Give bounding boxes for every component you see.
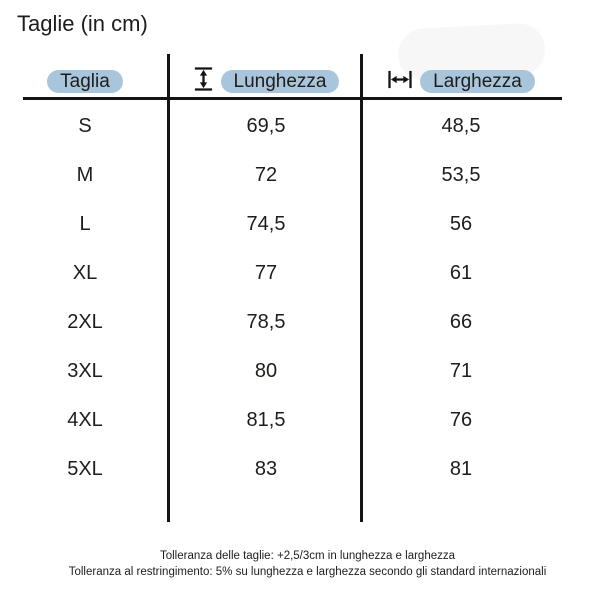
width-value: 61 [449,262,473,284]
length-value: 81,5 [246,409,286,431]
length-value: 78,5 [246,311,286,333]
length-column-header: Lunghezza [221,70,340,93]
length-value: 77 [254,262,278,284]
width-value: 48,5 [441,115,481,137]
size-label: S [78,115,92,137]
table-row [0,249,560,298]
width-value: 53,5 [441,164,481,186]
header-cell-size [0,70,170,93]
width-value: 56 [449,213,473,235]
table-row [0,347,560,396]
length-value: 83 [254,458,278,480]
horizontal-measure-arrow-icon [387,69,413,95]
size-column-header: Taglia [47,70,123,93]
header-underline [23,97,562,100]
length-value: 69,5 [246,115,286,137]
size-table-body [0,102,560,494]
size-label: M [76,164,94,186]
size-label: 2XL [67,311,103,333]
table-row [0,445,560,494]
table-row [0,102,560,151]
size-label: 5XL [67,458,103,480]
size-label: L [79,213,91,235]
header-cell-width [362,69,560,95]
vertical-measure-arrow-icon [193,66,214,97]
table-row [0,200,560,249]
width-value: 76 [449,409,473,431]
width-value: 71 [449,360,473,382]
size-label: 4XL [67,409,103,431]
table-row [0,298,560,347]
size-label: XL [72,262,98,284]
header-cell-length [170,66,362,97]
table-row [0,151,560,200]
width-column-header: Larghezza [420,70,535,93]
tolerance-note-line2: Tolleranza al restringimento: 5% su lunghezza e larghezza secondo gli standard internazionali [68,566,547,578]
length-value: 80 [254,360,278,382]
tolerance-notes [0,548,615,580]
table-row [0,396,560,445]
length-value: 74,5 [246,213,286,235]
width-value: 66 [449,311,473,333]
length-value: 72 [254,164,278,186]
width-value: 81 [449,458,473,480]
tolerance-note-line1: Tolleranza delle taglie: +2,5/3cm in lunghezza e larghezza [159,550,456,562]
page-title: Taglie (in cm) [17,11,148,36]
table-header-row [0,66,560,96]
size-label: 3XL [67,360,103,382]
